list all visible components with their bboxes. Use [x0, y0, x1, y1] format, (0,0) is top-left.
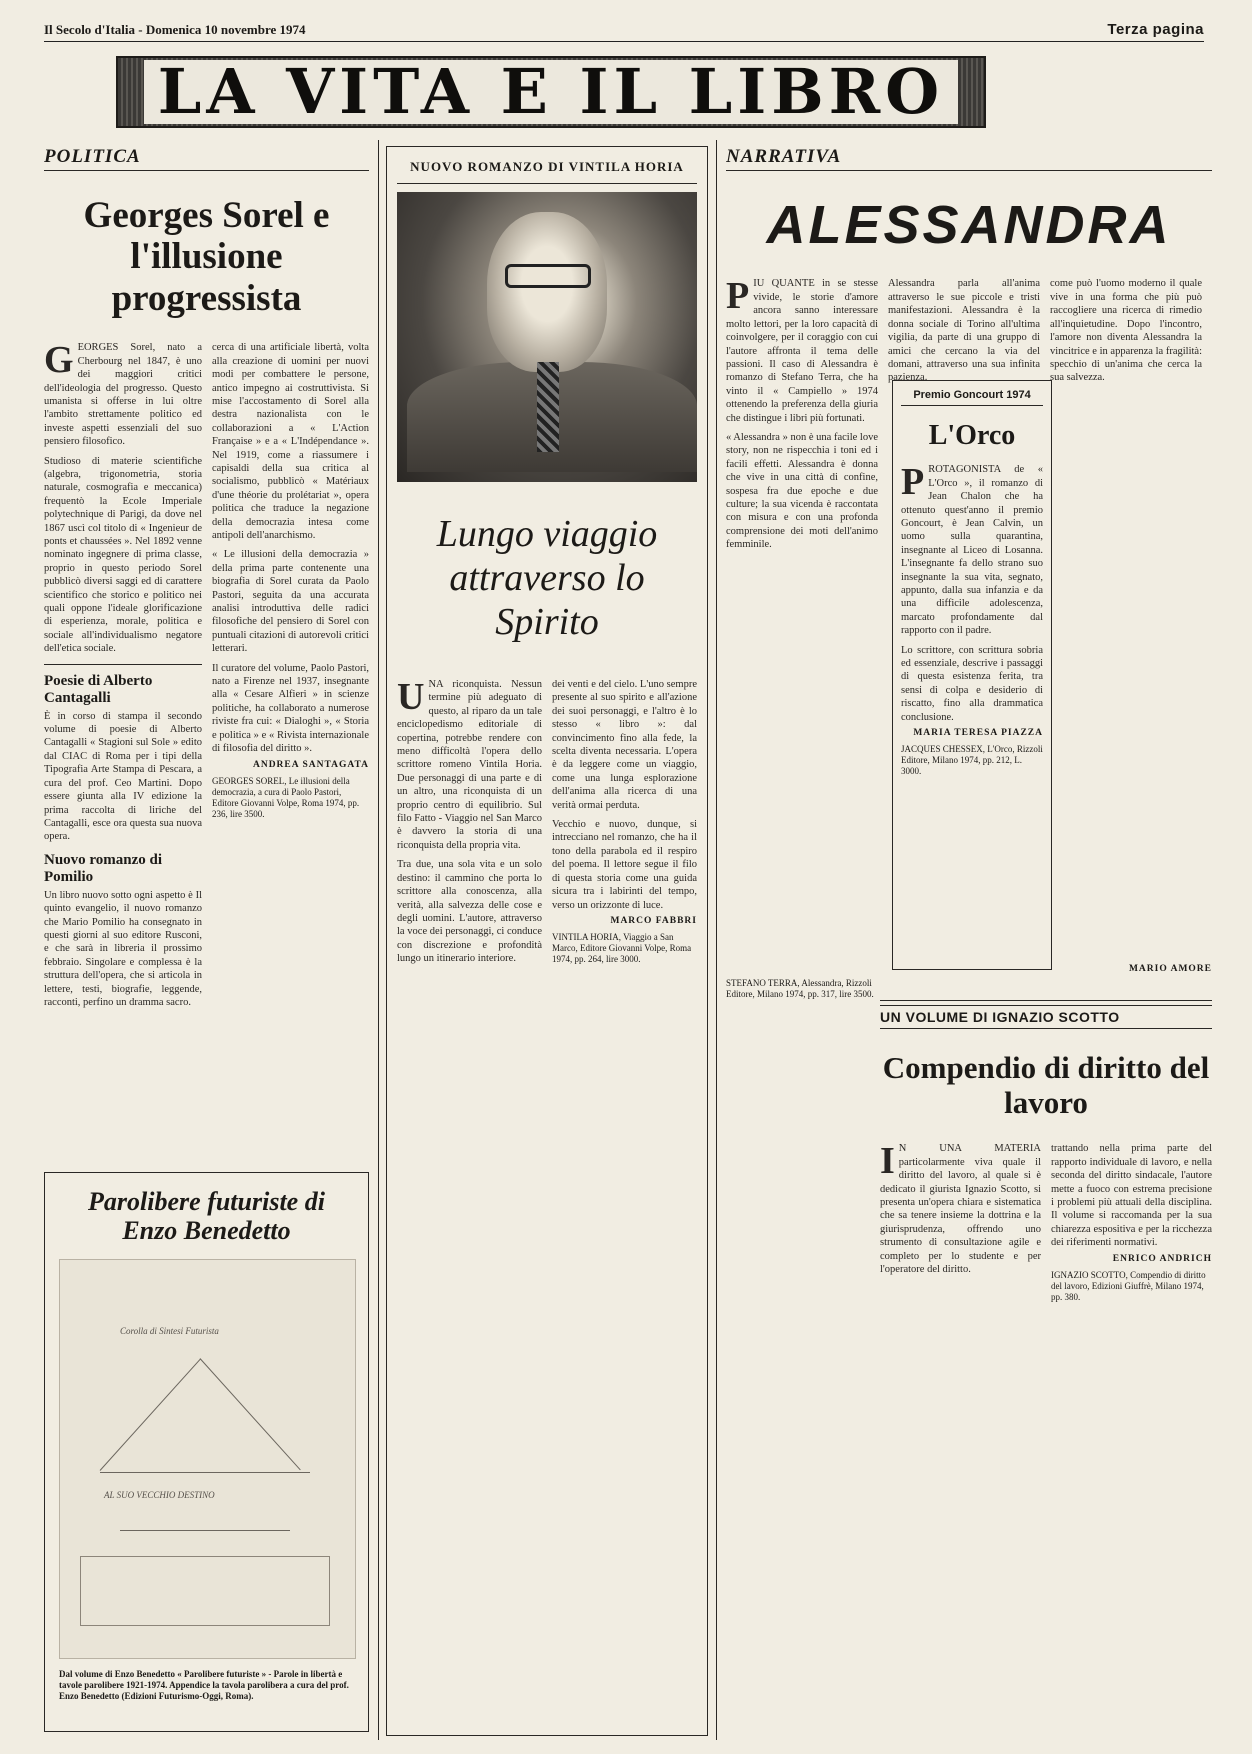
horia-body: UNA riconquista. Nessun termine più adeguato di questo, al riparo da un tale enciclopedismo editoriale di copertina, potrebbe rendere con meno difficoltà l'opera dello scrittore romeno Vintila Horia. Due personaggi di una parte e di un altro, una riconquista di un proprio centro di equilibrio. Sul filo Fatto - Viaggio nel San Marco è davvero la storia di una riconquista della propria vita.	[397, 676, 542, 851]
politica-curatore: Il curatore del volume, Paolo Pastori, nato a Firenze nel 1937, insegnante alla « Cesare Alfieri » in scienze politiche, ha collaborato a numerose riviste fra cui: « Dialoghi », « Storia e politica » e « Rivista internazionale di filosofia del diritto ».	[212, 662, 369, 755]
politica-headline: Georges Sorel e l'illusione progressista	[83, 195, 330, 319]
narrativa-body: PIU QUANTE in se stesse vivide, le storie d'amore ancora sanno interessare molto lettori, per la loro capacità di coinvolgere, per il coraggio con cui l'autore affronta il tema delle passioni. Il caso di Alessandra è romanzo di Stefano Terra, che ha vinto il « Campiello » 1974 ottenendo la preferenza della giuria che distingue i libri più fortunati.	[726, 275, 878, 424]
horia-dropcap: U	[397, 676, 425, 718]
paper-date: Il Secolo d'Italia - Domenica 10 novembre 1974	[44, 22, 306, 37]
goncourt-dropcap: P	[901, 461, 925, 504]
scotto-article	[880, 1005, 1212, 1735]
narrativa-biblio: STEFANO TERRA, Alessandra, Rizzoli Editore, Milano 1974, pp. 317, lire 3500.	[726, 978, 874, 999]
romanzo-title: Nuovo romanzo di Pomilio	[44, 851, 163, 885]
scotto-signature: ENRICO ANDRICH	[1112, 1253, 1212, 1264]
politica-lead: GEORGES Sorel, nato a Cherbourg nel 1847, è uno dei maggiori critici dell'ideologia del progresso. Questo umanista si offerse in lui oltre l'ambito strettamente politico ed investe aspetti essenziali del suo pensiero filosofico.	[44, 339, 202, 448]
figure-label-top: Corolla di Sintesi Futurista	[120, 1326, 219, 1337]
narrativa-signature-block	[1062, 960, 1212, 1000]
scotto-biblio: IGNAZIO SCOTTO, Compendio di diritto del lavoro, Edizioni Giuffrè, Milano 1974, pp. 380.	[1051, 1269, 1206, 1302]
figure-label-mid: AL SUO VECCHIO DESTINO	[104, 1490, 215, 1501]
goncourt-kicker: Premio Goncourt 1974	[901, 389, 1043, 406]
scotto-kicker: UN VOLUME DI IGNAZIO SCOTTO	[880, 1005, 1212, 1029]
narrativa-col2: Alessandra parla all'anima attraverso le sue piccole e tristi manifestazioni. Alessandra è la donna sociale di Torino all'ultima vigilia, da parte di una gruppo di amici che cercano la via del domani, attraverso una sua infinita pazienza.	[888, 278, 1040, 384]
section-banner	[116, 56, 986, 128]
scotto-dropcap: I	[880, 1140, 895, 1183]
scotto-headline: Compendio di diritto del lavoro	[882, 1050, 1210, 1120]
column-rule	[716, 140, 717, 1740]
goncourt-biblio: JACQUES CHESSEX, L'Orco, Rizzoli Editore, Milano 1974, pp. 212, L. 3000.	[901, 744, 1043, 777]
narrativa-headline: ALESSANDRA	[766, 195, 1172, 255]
narrativa-biblio-block	[726, 972, 886, 1000]
section-label: Terza pagina	[1107, 21, 1204, 38]
narrativa-col3: come può l'uomo moderno il quale vive in una forma che più può raccogliere una ricerca di rimedio all'inquietudine. Dopo l'incontro, l'amore non diventa Alessandra la vincitrice e in apparenza la fragilità: specchio di un'anima che cerca la sua salvezza.	[1050, 278, 1202, 384]
parolibere-figure	[59, 1259, 356, 1659]
politica-biblio: GEORGES SOREL, Le illusioni della democrazia, a cura di Paolo Pastori, Editore Giovanni Volpe, Roma 1974, pp. 236, lire 3500.	[212, 775, 360, 819]
politica-dropcap: G	[44, 339, 74, 382]
parolibere-headline: Parolibere futuriste di Enzo Benedetto	[88, 1187, 325, 1246]
romanzo-text: Un libro nuovo sotto ogni aspetto è Il quinto evangelio, il nuovo romanzo che Mario Pomilio ha consegnato in questi giorni al suo editore Rusconi, e che sarà in libreria il prossimo febbraio. Singolare e complessa è la struttura dell'opera, che si articola in lettere, testi, biografie, leggende, racconti, perfino un dramma sacro.	[44, 889, 202, 1008]
parolibere-caption: Dal volume di Enzo Benedetto « Parolibere futuriste » - Parole in libertà e tavole parolibere 1921-1974. Appendice la tavola parolibera a cura del prof. Enzo Benedetto (Edizioni Futurismo-Oggi, Roma).	[59, 1669, 349, 1702]
politica-col2: cerca di una artificiale libertà, volta alla creazione di uomini per nuovi modi per combattere le persone, antico impegno ai costruttivista. Si mise l'accostamento di Sorel alla destra nazionalista con le collaborazioni a « L'Action Française » e a « L'Indépendance ». Nel 1919, come a riassumere i capisaldi della sua critica al socialismo, pubblicò « Matériaux d'une théorie du prolétariat », opera politica che traduce la negazione della democrazia intesa come antipoli dell'anarchismo.	[212, 342, 369, 541]
horia-article	[386, 146, 708, 1736]
narrativa-kicker: NARRATIVA	[726, 146, 1212, 171]
horia-body-2: Tra due, una sola vita e un solo destino: il cammino che porta lo scrittore alla conoscenza, alla verità, alla salvezza delle cose e degli uomini. L'autore, attraverso la voce dei personaggi, ci conduce con discrezione e profondità lungo un itinerario interiore.	[397, 859, 542, 965]
horia-kicker: NUOVO ROMANZO DI VINTILA HORIA	[397, 155, 697, 184]
banner-title: LA VITA E IL LIBRO	[144, 60, 958, 124]
horia-col2: dei venti e del cielo. L'uno sempre presente al suo spirito e all'azione dei suoi personaggi, e l'altro è lo stesso « libro »: dal convincimento fino alla fede, la scelta diventa necessaria. L'opera è da leggere come un viaggio, come una lunga esplorazione dell'anima alla ricerca di una verità ormai perduta.	[552, 679, 697, 811]
poesie-text: È in corso di stampa il secondo volume di poesie di Alberto Cantagalli « Stagioni sul Sole » edito dal CIAC di Roma per i tipi della Tipografia Arte Stampa di Pescara, a cura del prof. Ceo Martini. Dopo essere giunta alla IV edizione la prima raccolta di liriche del Cantagalli, esce ora questa sua nuova opera.	[44, 710, 202, 843]
horia-biblio: VINTILA HORIA, Viaggio a San Marco, Editore Giovanni Volpe, Roma 1974, pp. 264, lire 3000.	[552, 931, 692, 964]
politica-article	[44, 146, 369, 1166]
poesie-title: Poesie di Alberto Cantagalli	[44, 672, 153, 706]
goncourt-body: PROTAGONISTA de « L'Orco », il romanzo di Jean Chalon che ha ottenuto quest'anno il premio Goncourt, è Jean Calvin, un uomo sulla quarantina, insegnante al Liceo di Losanna. L'insegnante fa dello strano suo insegnante la sua vita, segnato, appunto, dalla sua infanzia e da una difficile adolescenza, marcato profondamente dal rapporto con il padre.	[901, 461, 1043, 637]
goncourt-body-2: Lo scrittore, con scrittura sobria ed essenziale, descrive i passaggi di questa esistenza ferita, tra sensi di colpa e desiderio di riscatto, fino alla drammatica conclusione.	[901, 644, 1043, 723]
goncourt-box	[892, 380, 1052, 970]
politica-kicker: POLITICA	[44, 146, 369, 171]
author-photo	[397, 192, 697, 482]
horia-signature: MARCO FABBRI	[610, 915, 697, 926]
masthead	[44, 21, 1204, 42]
scotto-col2: trattando nella prima parte del rapporto individuale di lavoro, e nella seconda del diritto sindacale, l'autore mette a fuoco con estrema precisione i problemi più attuali della disciplina. Il volume si raccomanda per la sua chiarezza espositiva e per la ricchezza dei riferimenti normativi.	[1051, 1143, 1212, 1249]
politica-body: Studioso di materie scientifiche (algebra, trigonometria, storia naturale, cosmografia e meccanica) frequentò la Ecole Imperiale polytechnique di Parigi, da dove nel 1867 uscì col titolo di « Ingenieur de ponts et chaussées ». Nel 1892 venne nominato ingegnere di prima classe, proprio in questo periodo Sorel pubblicò diversi saggi ed di carattere scientifico che storico e politico nei quali oppone l'ideale glorificazione di esperienza, morale, politica e sociale all'individualismo negatore dell'etica sociale.	[44, 455, 202, 655]
horia-headline: Lungo viaggio attraverso lo Spirito	[436, 513, 658, 643]
politica-signature: ANDREA SANTAGATA	[252, 759, 369, 770]
horia-col2-2: Vecchio e nuovo, dunque, si intrecciano nel romanzo, che ha il tono della parabola ed il respiro del poema. Il lettore segue il filo di questa storia come una guida sicura tra i labirinti del tempo, verso un orizzonte di luce.	[552, 819, 697, 911]
narrativa-dropcap: P	[726, 275, 750, 318]
goncourt-signature: MARIA TERESA PIAZZA	[913, 728, 1043, 739]
narrativa-signature: MARIO AMORE	[1128, 964, 1212, 974]
parolibere-box	[44, 1172, 369, 1732]
scotto-body: I N UNA MATERIA particolarmente viva quale il diritto del lavoro, al quale si è dedicato il giurista Ignazio Scotto, si presenta un'opera chiara e sistematica che sa tenere insieme la dottrina e la giurisprudenza, offrendo uno strumento di consultazione agile e completo per lo studente e per l'operatore del diritto.	[880, 1140, 1041, 1276]
narrativa-body-2: « Alessandra » non è una facile love story, non ne rispecchia i toni ed i facili effetti. Alessandra è donna che vive in una città di confine, sospesa fra due epoche e due culture; la sua vicenda è raccontata con misura e con una profonda comprensione dei moti dell'animo femminile.	[726, 431, 878, 551]
goncourt-headline: L'Orco	[928, 420, 1016, 451]
column-rule	[378, 140, 379, 1740]
politica-illusioni: « Le illusioni della democrazia » della prima parte contenente una biografia di Sorel curata da Paolo Pastori, seguita da una accurata analisi introduttiva delle radici filosofiche del pensiero di Sorel con puntuali citazioni di autorevoli critici letterari.	[212, 549, 369, 655]
